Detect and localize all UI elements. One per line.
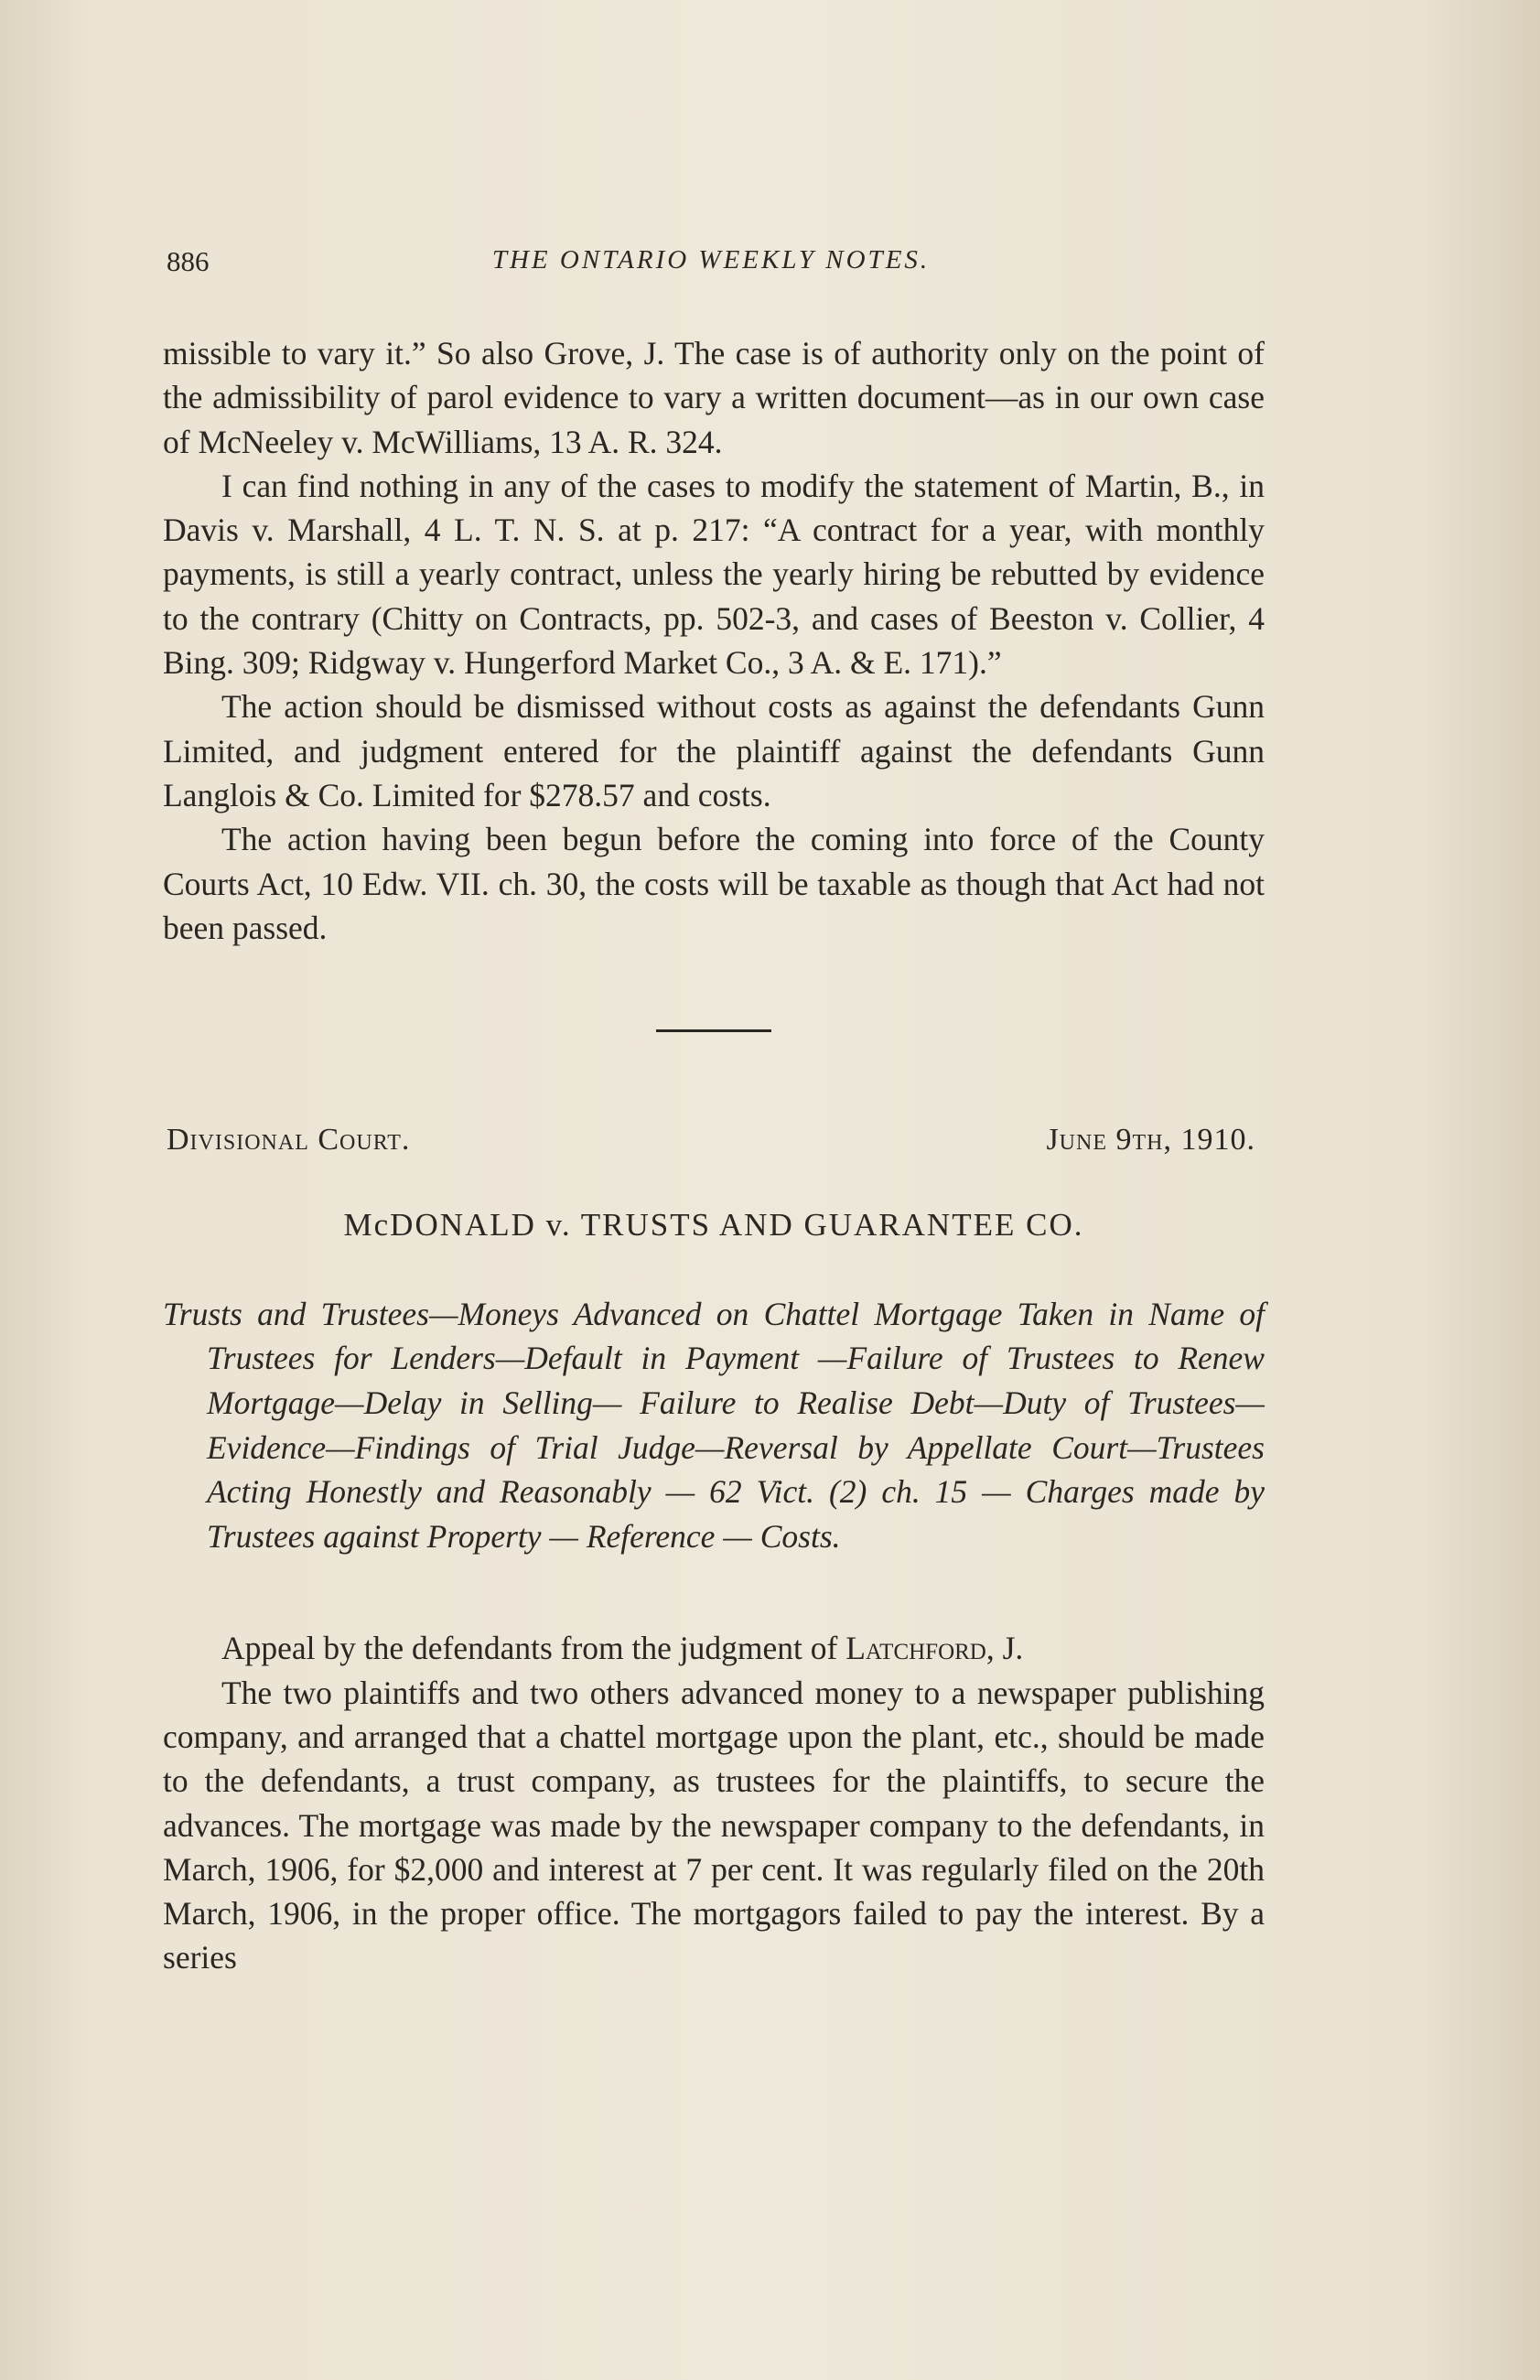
page-number: 886 <box>167 245 210 277</box>
decision-date: June 9th, 1910. <box>1046 1123 1255 1158</box>
paragraph-continuation: missible to vary it.” So also Grove, J. The case is of authority only on the point of the admissibility of parol evidence to vary a written document—as in our own case of McNeeley v. McWilliams, 13 A. R. 324. <box>163 335 1265 460</box>
running-title: THE ONTARIO WEEKLY NOTES. <box>491 245 931 275</box>
section-divider <box>656 1029 771 1032</box>
paragraph-appeal <box>163 1626 1265 1670</box>
paragraph-dismissal: The action should be dismissed without costs as against the defendants Gunn Limited, and judgment entered for the plaintiff against the defendants Gunn Langlois & Co. Limited for $278.57 and costs. <box>163 688 1265 813</box>
paragraph-facts: The two plaintiffs and two others advanced money to a newspaper publishing company, and arranged that a chattel mortgage upon the plant, etc., should be made to the defendants, a trust company, as trustees for the plaintiffs, to secure the advances. The mortgage was made by the newspaper company to the defendants, in March, 1906, for $2,000 and interest at 7 per cent. It was regularly filed on the 20th March, 1906, in the proper office. The mortgagors failed to pay the interest. By a series <box>163 1674 1265 1976</box>
appeal-text: Appeal by the defendants from the judgment of <box>221 1630 846 1667</box>
paragraph-costs: The action having been begun before the coming into force of the County Courts Act, 10 Edw. VII. ch. 30, the costs will be taxable as though that Act had not been passed. <box>163 821 1265 946</box>
judge-name: Latchford <box>845 1630 986 1667</box>
court-date-line <box>163 1118 1265 1162</box>
page-body <box>163 331 1265 1980</box>
headnote: Trusts and Trustees—Moneys Advanced on Chattel Mortgage Taken in Name of Trustees for Lenders—Default in Payment —Failure of Trustees to Renew Mortgage—Delay in Selling— Failure to Realise Debt—Duty of Trustees—Evidence—Findings of Trial Judge—Reversal by Appellate Court—Trustees Acting Honestly and Reasonably — 62 Vict. (2) ch. 15 — Charges made by Trustees against Property — Reference — Costs. <box>163 1295 1265 1555</box>
case-title: McDONALD v. TRUSTS AND GUARANTEE CO. <box>343 1207 1084 1244</box>
appeal-suffix: , J. <box>985 1630 1024 1667</box>
running-header <box>167 245 1255 291</box>
paragraph-martin-quote: I can find nothing in any of the cases to modify the statement of Martin, B., in Davis v. Marshall, 4 L. T. N. S. at p. 217: “A contract for a year, with monthly payments, is still a yearly contract, unless the yearly hiring be rebutted by evidence to the contrary (Chitty on Contracts, pp. 502-3, and cases of Beeston v. Collier, 4 Bing. 309; Ridgway v. Hungerford Market Co., 3 A. & E. 171).” <box>163 467 1265 682</box>
court-name: Divisional Court. <box>167 1123 411 1158</box>
